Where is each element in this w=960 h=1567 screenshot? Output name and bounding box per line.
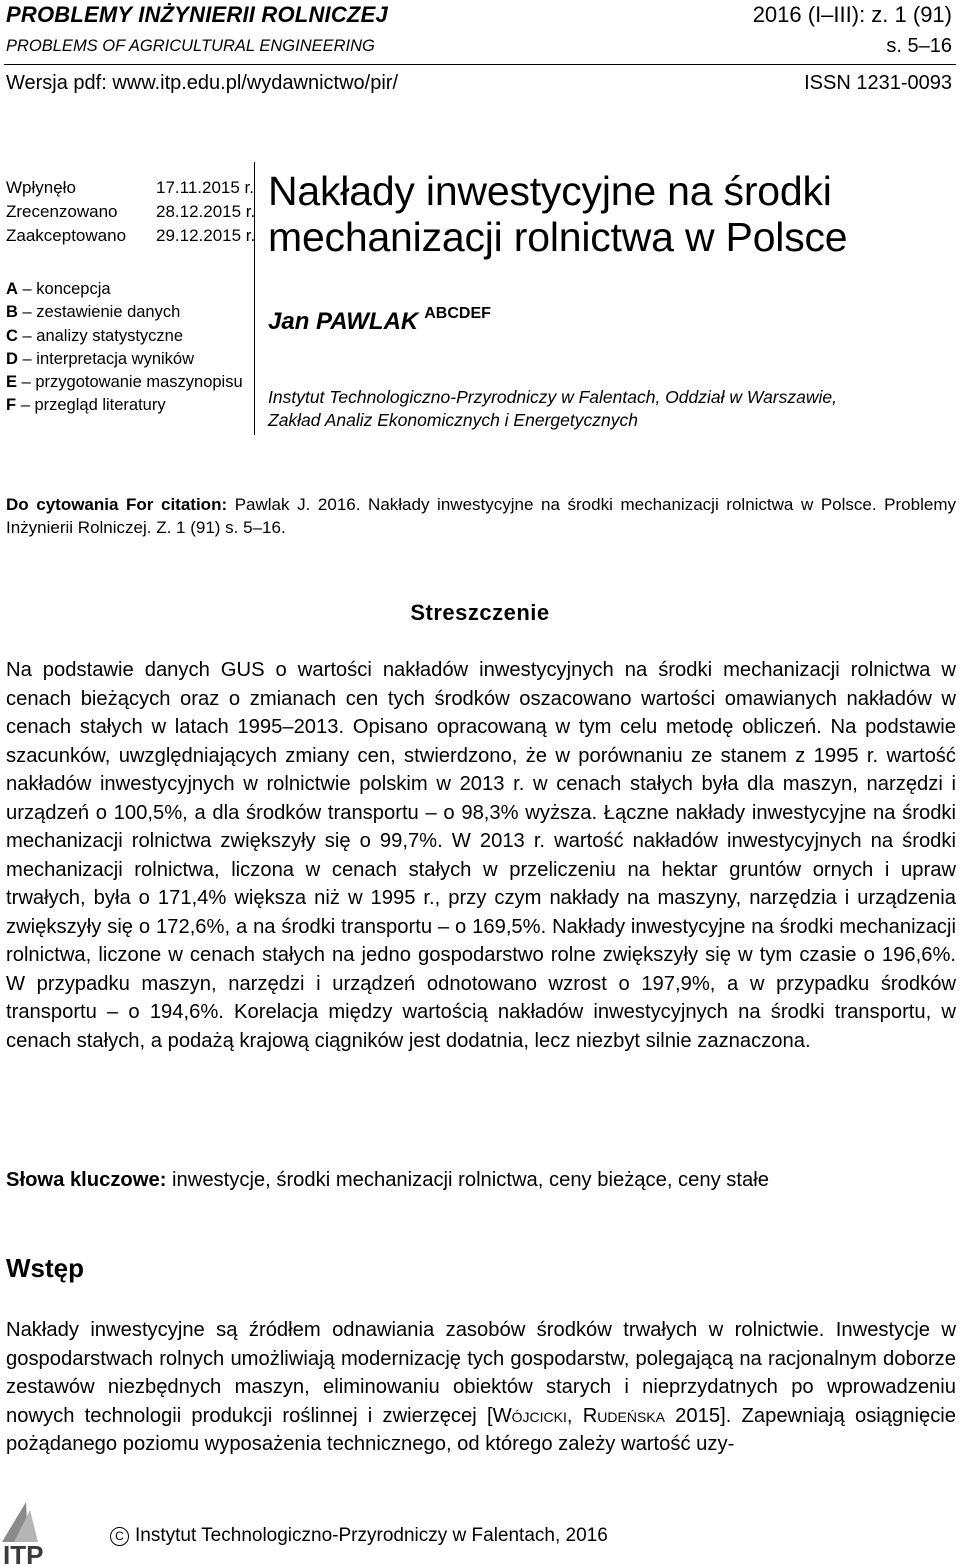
footer-copyright [110, 1525, 608, 1547]
article-title-line1: Nakłady inwestycyjne na środki [268, 168, 832, 214]
author [268, 305, 491, 336]
itp-logo [0, 1498, 82, 1567]
reviewed-date: 28.12.2015 r. [156, 202, 256, 221]
affiliation [268, 386, 948, 432]
contribution-text: – zestawienie danych [22, 303, 181, 322]
keywords-text: inwestycje, środki mechanizacji rolnictwa, ceny bieżące, ceny stałe [166, 1169, 769, 1191]
issn: ISSN 1231-0093 [804, 72, 952, 94]
abstract-text: Na podstawie danych GUS o wartości nakładów inwestycyjnych na środki mechanizacji rolnictwa w cenach bieżących oraz o zmianach cen tych środków oszacowano wartości omawianych nakładów w cenach stałych w latach 1995–2013. Opisano opracowaną w tym celu metodę obliczeń. Na podstawie szacunków, uwzględniających zmiany cen, stwierdzono, że w porównaniu ze stanem z 1995 r. wartość nakładów inwestycyjnych w rolnictwie polskim w 2013 r. w cenach stałych była dla maszyn, narzędzi i urządzeń o 100,5%, a dla środków transportu – o 98,3% wyższa. Łączne nakłady inwestycyjne na środki mechanizacji rolnictwa zwiększyły się o 99,7%. W 2013 r. wartość nakładów inwestycyjnych na środki mechanizacji rolnictwa, liczona w cenach stałych w przeliczeniu na hektar gruntów ornych i upraw trwałych, była o 171,4% większa niż w 1995 r., przy czym nakłady na maszyny, narzędzia i urządzenia zwiększyły się o 172,6%, a na środki transportu – o 169,5%. Nakłady inwestycyjne na środki mechanizacji rolnictwa, liczone w cenach stałych na jedno gospodarstwo rolne zwiększyły się w tym czasie o 196,6%. W przypadku maszyn, narzędzi i urządzeń odnotowano wzrost o 197,9%, a w przypadku środków transportu – o 194,6%. Korelacja między wartością nakładów inwestycyjnych na środki transportu, w cenach stałych, a podażą krajową ciągników jest dodatnia, lecz niezbyt silnie zaznaczona. [6, 659, 956, 1052]
article-title-line2: mechanizacji rolnictwa w Polsce [268, 214, 848, 260]
reviewed-label: Zrecenzowano [6, 202, 118, 221]
contribution-text: – analizy statystyczne [22, 326, 184, 345]
journal-title-pl: PROBLEMY INŻYNIERII ROLNICZEJ [6, 2, 388, 27]
intro-text [6, 1316, 956, 1459]
citation-label: Do cytowania For citation: [6, 495, 228, 514]
contribution-text: – koncepcja [22, 280, 111, 298]
keywords-label: Słowa kluczowe: [6, 1169, 167, 1191]
journal-title-en: PROBLEMS OF AGRICULTURAL ENGINEERING [6, 37, 375, 55]
contribution-letter: D [6, 349, 18, 368]
header-divider [4, 64, 956, 65]
affiliation-line2: Zakład Analiz Ekonomicznych i Energetycznych [268, 410, 638, 430]
intro-text-part: 2015]. Zapewniają osiągnięcie pożądanego poziomu wyposażenia technicznego, od którego zależy wartość uzy- [6, 1404, 956, 1455]
affiliation-line1: Instytut Technologiczno-Przyrodniczy w Falentach, Oddział w Warszawie, [268, 387, 837, 407]
reference-author: Wójcicki [492, 1404, 567, 1427]
contribution-letter: C [6, 326, 18, 345]
contribution-item [6, 348, 243, 371]
contribution-item [6, 301, 243, 324]
citation [6, 493, 956, 539]
footer-text: Instytut Technologiczno-Przyrodniczy w Falentach, 2016 [135, 1525, 608, 1546]
page-range: s. 5–16 [886, 35, 952, 57]
reference-author: Rudeńska [582, 1404, 665, 1427]
citation-text: Pawlak J. 2016. Nakłady inwestycyjne na środki mechanizacji rolnictwa w Polsce. Problemy Inżynierii Rolniczej. Z. 1 (91) s. 5–16. [6, 495, 956, 537]
contribution-text: – przegląd literatury [20, 396, 166, 415]
logo-text: ITP [3, 1540, 44, 1567]
contribution-item [6, 325, 243, 348]
contribution-letter: F [6, 396, 17, 415]
received-date: 17.11.2015 r. [156, 178, 254, 197]
copyright-icon: C [110, 1527, 129, 1546]
intro-text-part: Nakłady inwestycyjne są źródłem odnawiania zasobów środków trwałych w rolnictwie. Inwestycje w gospodarstwach rolnych umożliwiają modernizację tych gospodarstw, polegającą na racjonalnym doborze zestawów niezbędnych maszyn, eliminowaniu obiektów starych i nieprzydatnych po wprowadzeniu nowych technologii produkcji roślinnej i zwierzęcej [ [6, 1319, 956, 1427]
contribution-letter: E [6, 373, 18, 392]
contribution-item [6, 371, 243, 394]
article-title [268, 168, 847, 260]
side-divider [254, 162, 255, 435]
contribution-item [6, 278, 243, 301]
contribution-text: – przygotowanie maszynopisu [21, 373, 243, 392]
reference-separator: , [566, 1404, 583, 1427]
contribution-text: – interpretacja wyników [22, 349, 195, 368]
section-heading-intro: Wstęp [6, 1253, 84, 1283]
contribution-letter: B [6, 303, 18, 322]
keywords [6, 1166, 956, 1194]
pdf-version-link: Wersja pdf: www.itp.edu.pl/wydawnictwo/pir/ [6, 72, 399, 94]
contribution-item [6, 394, 243, 417]
accepted-date: 29.12.2015 r. [156, 226, 256, 245]
abstract-heading: Streszczenie [410, 600, 550, 625]
author-name: Jan PAWLAK [268, 308, 419, 335]
accepted-label: Zaakceptowano [6, 226, 127, 245]
contribution-letter: A [6, 280, 18, 298]
author-contribution-codes: ABCDEF [424, 305, 491, 322]
issue-info: 2016 (I–III): z. 1 (91) [752, 2, 952, 27]
contribution-legend [6, 278, 243, 418]
received-label: Wpłynęło [6, 178, 76, 197]
